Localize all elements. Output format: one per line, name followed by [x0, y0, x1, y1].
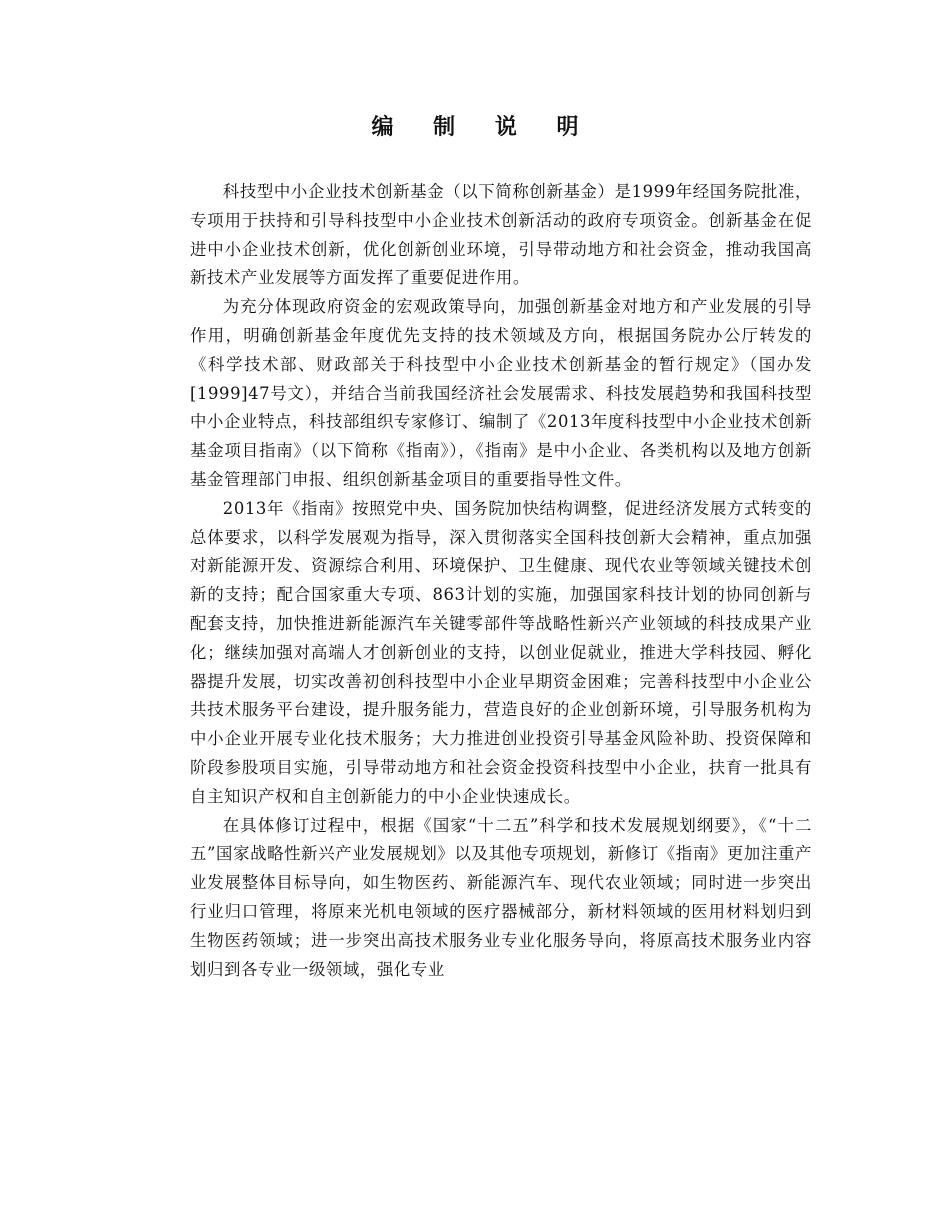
paragraph-3: 2013年《指南》按照党中央、国务院加快结构调整，促进经济发展方式转变的总体要求，以科学发展观为指导，深入贯彻落实全国科技创新大会精神，重点加强对新能源开发、资源综合利用、环境保护、卫生健康、现代农业等领域关键技术创新的支持；配合国家重大专项、863计划的实施，加强国家科技计划的协同创新与配套支持，加快推进新能源汽车关键零部件等战略性新兴产业领域的科技成果产业化；继续加强对高端人才创新创业的支持，以创业促就业，推进大学科技园、孵化器提升发展，切实改善初创科技型中小企业早期资金困难；完善科技型中小企业公共技术服务平台建设，提升服务能力，营造良好的企业创新环境，引导服务机构为中小企业开展专业化技术服务；大力推进创业投资引导基金风险补助、投资保障和阶段参股项目实施，引导带动地方和社会资金投资科技型中小企业，扶育一批具有自主知识产权和自主创新能力的中小企业快速成长。 [190, 498, 812, 806]
page-title: 编 制 说 明 [371, 115, 595, 140]
paragraph-2: 为充分体现政府资金的宏观政策导向，加强创新基金对地方和产业发展的引导作用，明确创新基金年度优先支持的技术领域及方向，根据国务院办公厅转发的《科学技术部、财政部关于科技型中小企业技术创新基金的暂行规定》（国办发[1999]47号文），并结合当前我国经济社会发展需求、科技发展趋势和我国科技型中小企业特点，科技部组织专家修订、编制了《2013年度科技型中小企业技术创新基金项目指南》（以下简称《指南》），《指南》是中小企业、各类机构以及地方创新基金管理部门申报、组织创新基金项目的重要指导性文件。 [190, 297, 812, 489]
paragraph-4: 在具体修订过程中，根据《国家“十二五”科学和技术发展规划纲要》，《“十二五”国家战略性新兴产业发展规划》以及其他专项规划，新修订《指南》更加注重产业发展整体目标导向，如生物医药、新能源汽车、现代农业领域；同时进一步突出行业归口管理，将原来光机电领域的医疗器械部分，新材料领域的医用材料划归到生物医药领域；进一步突出高技术服务业专业化服务导向，将原高技术服务业内容划归到各专业一级领域，强化专业 [190, 815, 812, 979]
body-text [190, 178, 812, 984]
paragraph-1: 科技型中小企业技术创新基金（以下简称创新基金）是1999年经国务院批准，专项用于扶持和引导科技型中小企业技术创新活动的政府专项资金。创新基金在促进中小企业技术创新，优化创新创业环境，引导带动地方和社会资金，推动我国高新技术产业发展等方面发挥了重要促进作用。 [190, 182, 812, 288]
